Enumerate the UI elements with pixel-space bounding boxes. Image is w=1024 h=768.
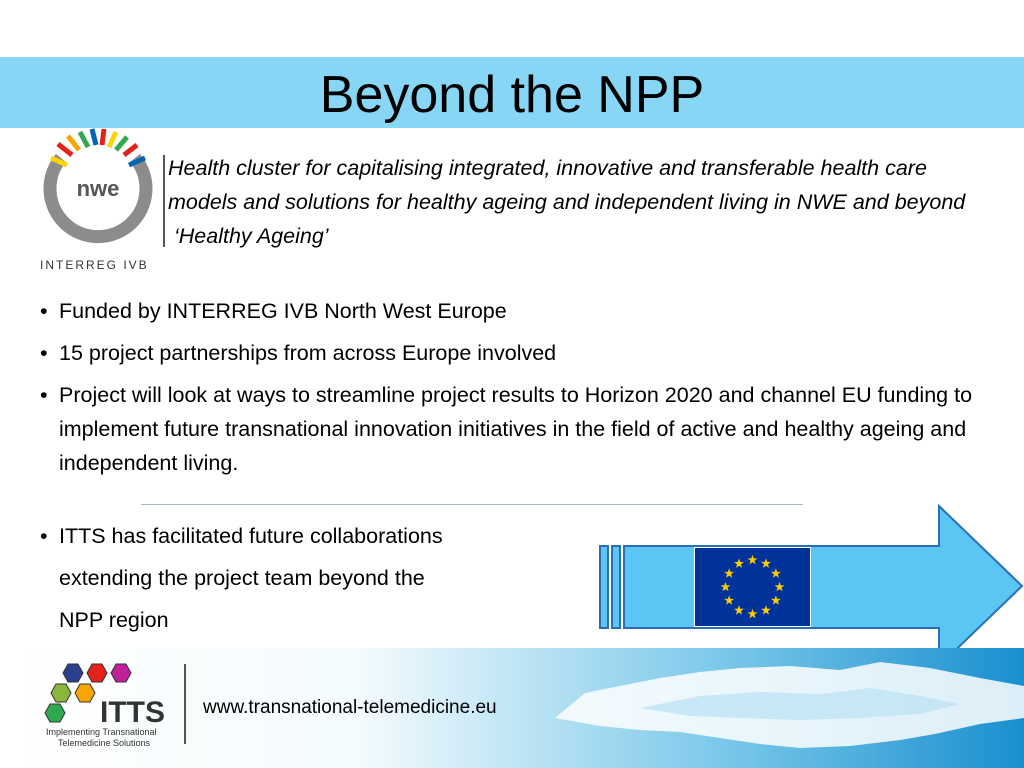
bullet-item: • Project will look at ways to streamline project results to Horizon 2020 and channel EU funding to implement future transnational innovation initiatives in the field of active and healthy ageing and independent living. (40, 378, 990, 480)
intro-divider (163, 155, 165, 247)
nwe-logo-icon (36, 126, 162, 274)
footer-divider (184, 664, 186, 744)
itts-mark: ITTS (100, 696, 165, 729)
itts-sub-2: Telemedicine Solutions (58, 738, 151, 748)
bullet-item: • Funded by INTERREG IVB North West Europe (40, 294, 990, 328)
collab-line-1: • ITTS has facilitated future collaborations (40, 515, 560, 557)
itts-sub-1: Implementing Transnational (46, 727, 157, 737)
bullet-list (40, 294, 990, 488)
collaboration-bullet (40, 515, 560, 641)
collab-line-3: NPP region (59, 608, 169, 632)
nwe-mark: nwe (76, 176, 120, 201)
bullet-item: • 15 project partnerships from across Europe involved (40, 336, 990, 370)
eu-flag-icon (694, 547, 811, 627)
collab-line-2: extending the project team beyond the (59, 566, 425, 590)
website-link[interactable]: www.transnational-telemedicine.eu (203, 697, 497, 718)
slide-title: Beyond the NPP (319, 66, 705, 124)
nwe-caption: INTERREG IVB (40, 258, 149, 272)
blue-arrow-icon (598, 504, 1024, 668)
intro-text: Health cluster for capitalising integrated, innovative and transferable health care models and solutions for healthy ageing and independent living in NWE and beyond ‘Healthy Ageing’ (168, 156, 966, 248)
itts-logo-icon (44, 662, 174, 752)
